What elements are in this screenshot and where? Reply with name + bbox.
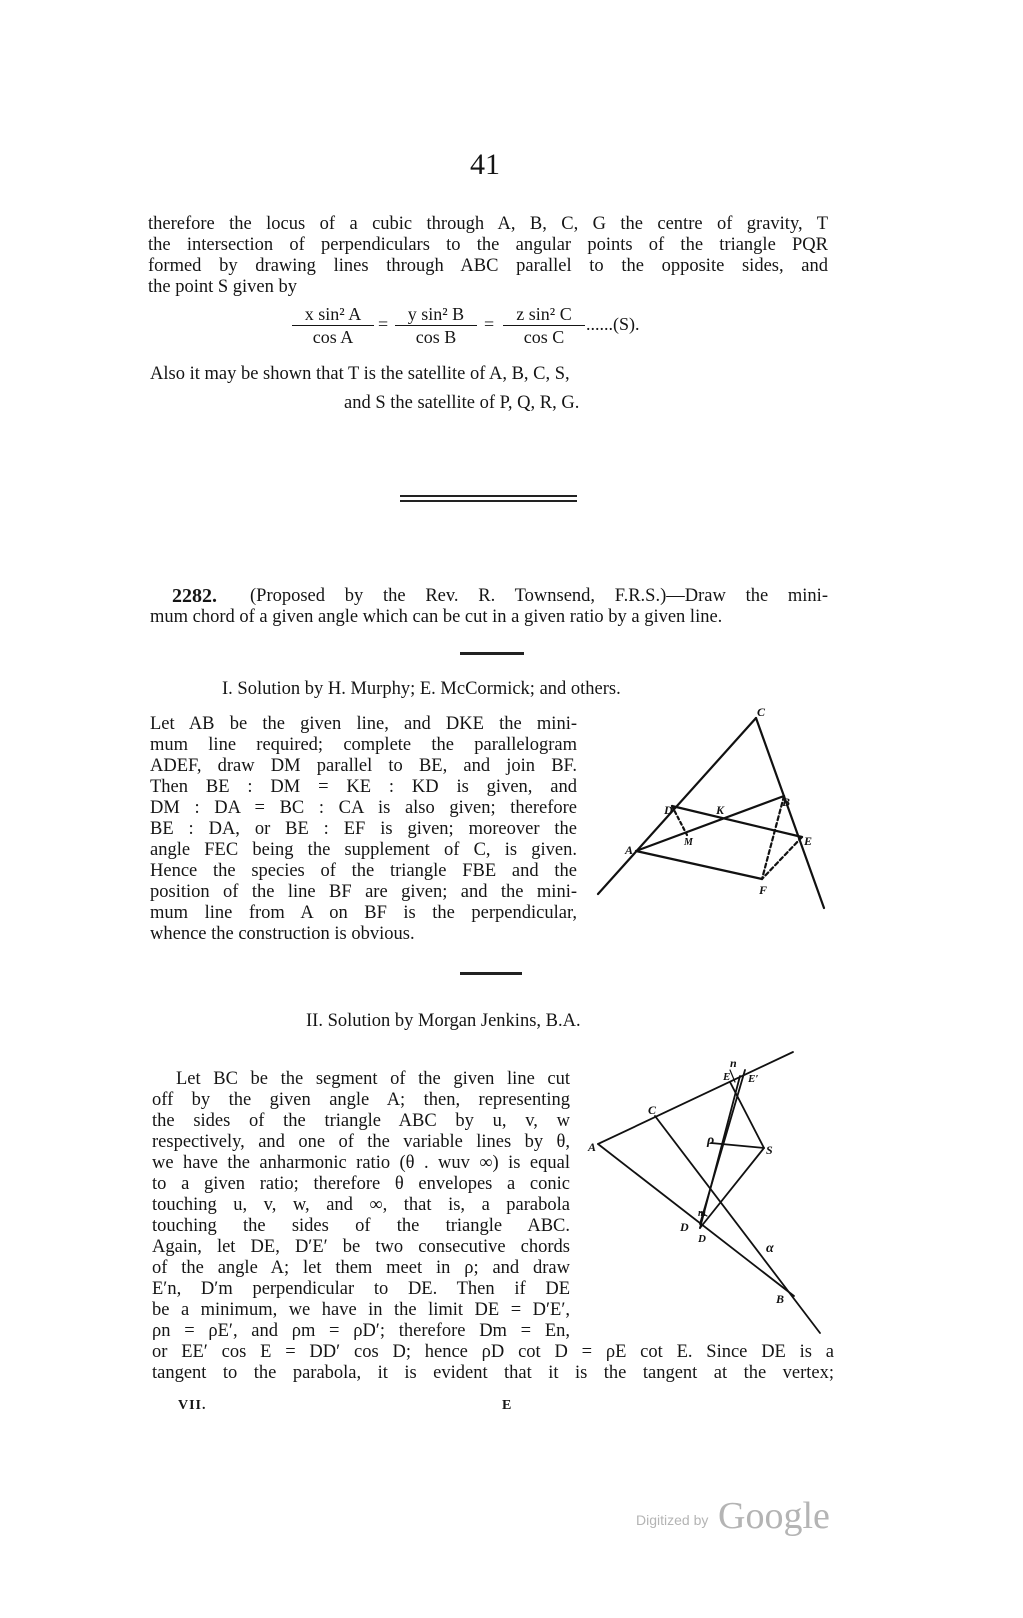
- figure-2-label-n: n: [730, 1056, 737, 1070]
- opening-line-4: the point S given by: [148, 277, 298, 297]
- equals-sign-2: =: [484, 314, 495, 334]
- solution-1-line-2: mum line required; complete the parallelogram: [150, 735, 577, 755]
- solution-2-line-9: Again, let DE, D′E′ be two consecutive chords: [152, 1237, 570, 1257]
- figure-2-label-c: C: [648, 1103, 657, 1117]
- figure-2-label-alpha: α: [766, 1241, 774, 1256]
- figure-1-line-ca: [598, 718, 756, 894]
- figure-2-line-rho-s: [711, 1143, 764, 1148]
- solution-2-line-5: we have the anharmonic ratio (θ . wuv ∞) is equal: [152, 1153, 570, 1173]
- question-line-2: mum chord of a given angle which can be cut in a given ratio by a given line.: [150, 607, 723, 627]
- figure-2-label-b: B: [776, 1292, 785, 1306]
- solution-2-line-6: to a given ratio; therefore θ envelopes a conic: [152, 1174, 570, 1194]
- signature-mark: VII.: [178, 1398, 207, 1413]
- figure-1-label-e: E: [804, 834, 813, 848]
- solution-1-line-4: Then BE : DM = KE : KD is given, and: [150, 777, 577, 797]
- question-line-1: (Proposed by the Rev. R. Townsend, F.R.S.)—Draw the mini-: [250, 586, 828, 606]
- figure-2-label-e-prime: E′: [748, 1073, 759, 1085]
- figure-1-label-a: A: [625, 843, 634, 857]
- section-divider-top: [400, 495, 577, 497]
- opening-line-2: the intersection of perpendiculars to the angular points of the triangle PQR: [148, 235, 828, 255]
- figure-2-label-e: E: [723, 1071, 731, 1083]
- figure-1-label-m: M: [684, 837, 693, 848]
- opening-line-1: therefore the locus of a cubic through A, B, C, G the centre of gravity, T: [148, 214, 828, 234]
- fraction-b-denominator: cos B: [415, 327, 457, 347]
- fraction-c: [503, 304, 585, 348]
- short-rule-1: [460, 652, 524, 655]
- question-number: 2282.: [172, 585, 217, 607]
- fraction-b-numerator: y sin² B: [395, 304, 477, 326]
- gathering-mark: E: [502, 1398, 513, 1413]
- fraction-c-denominator: cos C: [523, 327, 565, 347]
- equals-sign-1: =: [378, 314, 389, 334]
- figure-2-label-s: S: [766, 1143, 773, 1157]
- figure-1-label-b: B: [782, 795, 791, 809]
- solution-2-line-15: tangent to the parabola, it is evident that it is the tangent at the vertex;: [152, 1363, 834, 1383]
- figure-2-label-rho: ρ: [707, 1133, 715, 1148]
- figure-1-line-dke: [672, 806, 802, 837]
- figure-1-line-ab: [636, 796, 784, 851]
- solution-1-line-10: mum line from A on BF is the perpendicular,: [150, 903, 577, 923]
- figure-2-line-ab: [598, 1144, 794, 1296]
- solution-1-line-8: Hence the species of the triangle FBE and the: [150, 861, 577, 881]
- google-logo: Google: [718, 1495, 830, 1537]
- figure-2-diagram: [580, 1048, 840, 1340]
- fraction-a: [292, 304, 374, 348]
- solution-2-line-7: touching u, v, w, and ∞, that is, a parabola: [152, 1195, 570, 1215]
- figure-1-label-f: F: [759, 883, 768, 897]
- page-number: 41: [470, 148, 500, 181]
- solution-1-heading: I. Solution by H. Murphy; E. McCormick; and others.: [222, 679, 621, 699]
- solution-2-line-4: respectively, and one of the variable lines by θ,: [152, 1132, 570, 1152]
- solution-1-line-3: ADEF, draw DM parallel to BE, and join BF.: [150, 756, 577, 776]
- figure-2-line-e-s: [730, 1082, 764, 1148]
- solution-2-line-8: touching the sides of the triangle ABC.: [152, 1216, 570, 1236]
- solution-1-line-6: BE : DA, or BE : EF is given; moreover the: [150, 819, 577, 839]
- solution-1-line-7: angle FEC being the supplement of C, is given.: [150, 840, 577, 860]
- figure-2-label-m: m: [698, 1208, 706, 1219]
- figure-2-label-a: A: [588, 1140, 597, 1154]
- opening-line-3: formed by drawing lines through ABC parallel to the opposite sides, and: [148, 256, 828, 276]
- solution-2-line-11: E′n, D′m perpendicular to DE. Then if DE: [152, 1279, 570, 1299]
- figure-2-label-d-lower: D: [698, 1233, 706, 1245]
- short-rule-2: [460, 972, 522, 975]
- solution-2-line-10: of the angle A; let them meet in ρ; and draw: [152, 1258, 570, 1278]
- fraction-a-numerator: x sin² A: [292, 304, 374, 326]
- solution-2-line-3: the sides of the triangle ABC by u, v, w: [152, 1111, 570, 1131]
- solution-1-line-1: Let AB be the given line, and DKE the mini-: [150, 714, 577, 734]
- after-equation-line-1: Also it may be shown that T is the satellite of A, B, C, S,: [150, 364, 570, 384]
- equation-label: ......(S).: [586, 314, 640, 334]
- figure-1-diagram: [592, 708, 842, 918]
- solution-2-line-2: off by the given angle A; then, representing: [152, 1090, 570, 1110]
- solution-2-line-14: or EE′ cos E = DD′ cos D; hence ρD cot D = ρE cot E. Since DE is a: [152, 1342, 834, 1362]
- solution-2-heading: II. Solution by Morgan Jenkins, B.A.: [306, 1011, 581, 1031]
- fraction-a-denominator: cos A: [312, 327, 354, 347]
- figure-2-label-d: D: [680, 1220, 689, 1234]
- digitized-by-text: Digitized by: [636, 1512, 709, 1528]
- after-equation-line-2: and S the satellite of P, Q, R, G.: [344, 393, 580, 413]
- solution-2-line-1: Let BC be the segment of the given line cut: [176, 1069, 570, 1089]
- solution-1-line-11: whence the construction is obvious.: [150, 924, 415, 944]
- solution-1-line-9: position of the line BF are given; and the mini-: [150, 882, 577, 902]
- figure-1-line-af: [636, 851, 762, 879]
- figure-2-line-ac: [598, 1052, 793, 1144]
- fraction-b: [395, 304, 477, 348]
- figure-1-label-d: D: [664, 803, 673, 817]
- solution-1-line-5: DM : DA = BC : CA is also given; therefore: [150, 798, 577, 818]
- figure-1-line-cb: [756, 718, 824, 908]
- figure-1-label-c: C: [757, 708, 766, 719]
- section-divider-bottom: [400, 500, 577, 502]
- solution-2-line-13: ρn = ρE′, and ρm = ρD′; therefore Dm = En,: [152, 1321, 570, 1341]
- fraction-c-numerator: z sin² C: [503, 304, 585, 326]
- figure-1-label-k: K: [716, 803, 725, 817]
- solution-2-line-12: be a minimum, we have in the limit DE = D′E′,: [152, 1300, 570, 1320]
